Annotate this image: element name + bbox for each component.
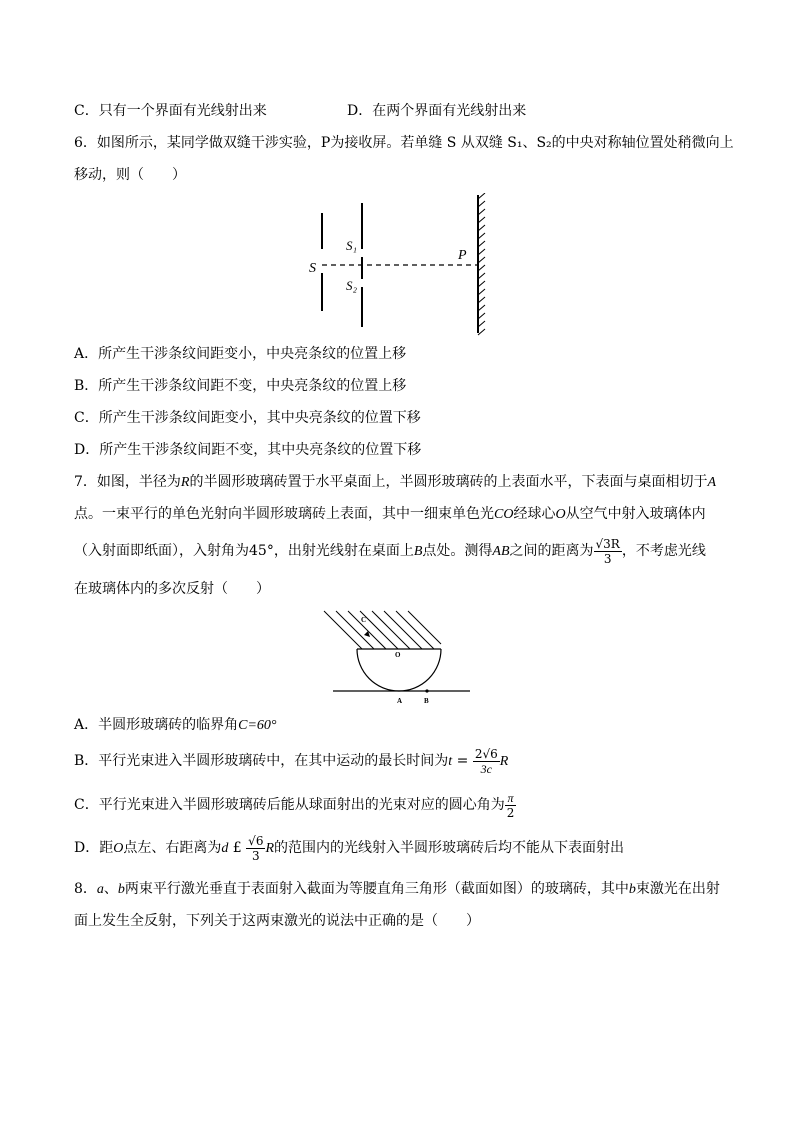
q7-stem-line1: 7．如图，半径为R的半圆形玻璃砖置于水平桌面上，半圆形玻璃砖的上表面水平，下表面与桌面相切于A (74, 474, 717, 490)
point-b-dot (425, 689, 428, 692)
q7-option-a: A．半圆形玻璃砖的临界角C=60° (74, 717, 277, 733)
label-s: S (309, 261, 316, 276)
label-c: C (361, 616, 367, 624)
q5-option-d: D．在两个界面有光线射出来 (347, 103, 527, 119)
q5-option-c: C．只有一个界面有光线射出来 (74, 103, 267, 119)
q6-stem-line2: 移动，则（ ） (74, 167, 186, 183)
label-b: B (424, 697, 429, 705)
q7-option-b: B．平行光束进入半圆形玻璃砖中，在其中运动的最长时间为t = $\frac{2√6}{3c}$ R (74, 746, 509, 776)
q7-stem-line4: 在玻璃体内的多次反射（ ） (74, 581, 270, 597)
parallel-light-rays (324, 611, 441, 649)
q8-stem-line2: 面上发生全反射，下列关于这两束激光的说法中正确的是（ ） (74, 913, 480, 929)
q6-stem-line1: 6．如图所示，某同学做双缝干涉实验，P为接收屏。若单缝 S 从双缝 S₁、S₂的中央对称轴位置处稍微向上 (74, 135, 734, 151)
label-s2: S₂ (346, 278, 358, 293)
screen-hatching (478, 193, 485, 335)
time-fraction: $\frac{2√6}{3c}$ (474, 746, 498, 776)
distance-fraction: $\frac{√6}{3}$ (248, 833, 264, 863)
q7-option-d: D．距O点左、右距离为d £ $\frac{√6}{3}$ R的范围内的光线射入半圆形玻璃砖后均不能从下表面射出 (74, 833, 625, 863)
q6-option-a: A．所产生干涉条纹间距变小，中央亮条纹的位置上移 (74, 346, 407, 362)
q7-stem-line3: （入射面即纸面），入射角为45°，出射光线射在桌面上B点处。测得AB之间的距离为 $\frac{√3R}{3}$ ，不考虑光线 (74, 536, 706, 566)
q6-option-b: B．所产生干涉条纹间距不变，中央亮条纹的位置上移 (74, 378, 407, 394)
q6-option-c: C．所产生干涉条纹间距变小，其中央亮条纹的位置下移 (74, 410, 421, 426)
label-p: P (458, 248, 467, 263)
label-o: O (395, 651, 401, 659)
q7-stem-line2: 点。一束平行的单色光射向半圆形玻璃砖上表面，其中一细束单色光CO经球心O从空气中射入玻璃体内 (74, 506, 706, 522)
q6-option-d: D．所产生干涉条纹间距不变，其中央亮条纹的位置下移 (74, 442, 422, 458)
angle-fraction: $\frac{\pi}{2}$ (506, 790, 515, 820)
q7-option-c: C．平行光束进入半圆形玻璃砖后能从球面射出的光束对应的圆心角为 $\frac{\pi}{2}$ (74, 790, 515, 820)
ab-distance-fraction: $\frac{√3R}{3}$ (595, 536, 620, 566)
label-a: A (397, 697, 403, 705)
q8-stem-line1: 8．a、b两束平行激光垂直于表面射入截面为等腰直角三角形（截面如图）的玻璃砖，其中b束激光在出射 (74, 881, 720, 897)
label-s1: S₁ (346, 238, 358, 253)
q6-double-slit-figure (0, 193, 794, 338)
q7-semicircle-glass-figure (0, 607, 794, 707)
